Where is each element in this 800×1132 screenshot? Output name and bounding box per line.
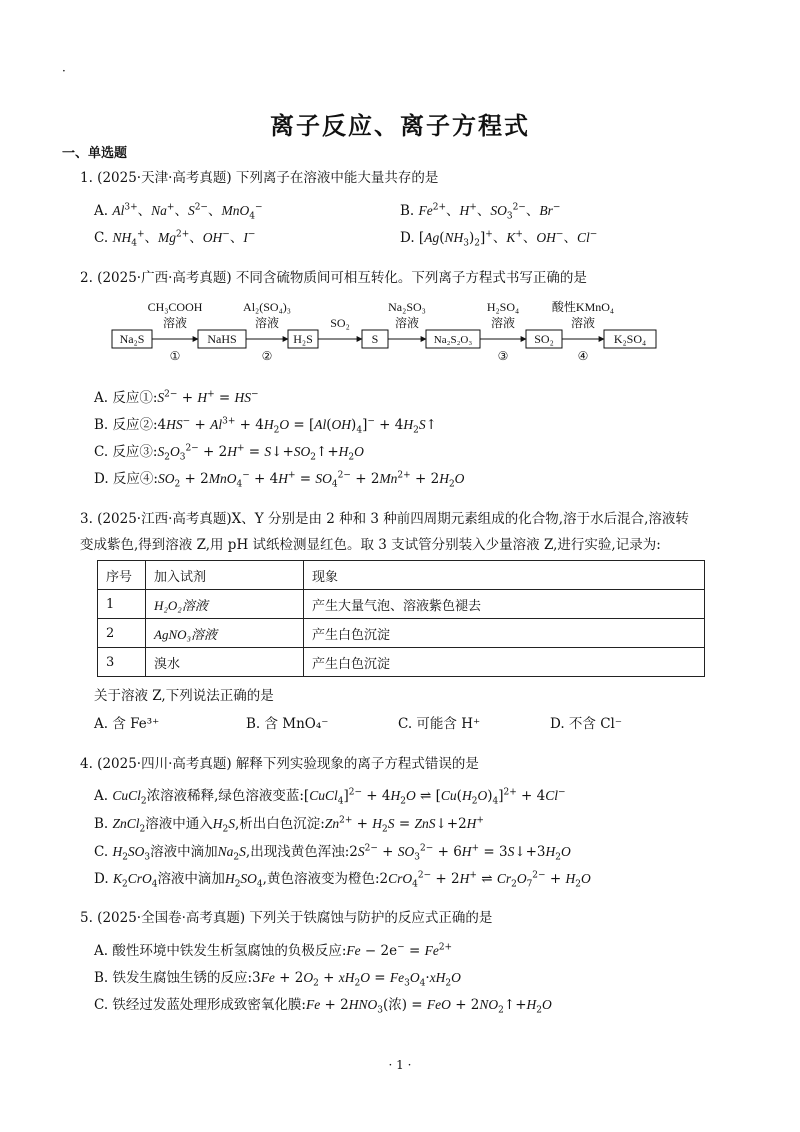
sulfur-conversion-diagram <box>110 296 670 366</box>
question-1-option-b: B. $Fe^{2+}$、H+、$SO_3^{2-}$、Br− <box>400 202 561 222</box>
flow-arrow-5-top: H₂SO₄ <box>486 300 520 314</box>
flow-arrow-5-mid: 溶液 <box>490 316 516 330</box>
question-3-option-b: B. 含 MnO₄⁻ <box>246 716 329 732</box>
flow-arrow-1-top: CH₃COOH <box>147 300 203 314</box>
flow-arrow-4-mid: 溶液 <box>394 316 420 330</box>
question-3-stem-line-3: 关于溶液 Z,下列说法正确的是 <box>94 688 274 704</box>
page-title: 离子反应、离子方程式 <box>270 111 530 140</box>
question-3-stem-line-2: 变成紫色,得到溶液 Z,用 pH 试纸检测显红色。取 3 支试管分别装入少量溶液 Z,进行实验,记录为: <box>80 537 661 553</box>
flow-arrow-2-top: Al₂(SO₄)₃ <box>243 300 291 314</box>
table-row <box>98 619 705 648</box>
flow-box-k2so4: K₂SO₄ <box>613 332 647 346</box>
question-5-option-c: C. 铁经过发蓝处理形成致密氧化膜:Fe + $2HNO_3$(浓) = FeO + $2NO_2↑+H_2O$ <box>94 997 552 1016</box>
question-5-stem: 5. (2025·全国卷·高考真题) 下列关于铁腐蚀与防护的反应式正确的是 <box>80 910 493 926</box>
flow-arrow-4-top: Na₂SO₃ <box>388 300 426 314</box>
question-1-stem: 1. (2025·天津·高考真题) 下列离子在溶液中能大量共存的是 <box>80 170 439 186</box>
question-4-stem: 4. (2025·四川·高考真题) 解释下列实验现象的离子方程式错误的是 <box>80 756 479 772</box>
flow-arrow-1-mid: 溶液 <box>162 316 188 330</box>
table-header-row <box>98 561 705 590</box>
question-2-option-c: C. 反应$③:S_2O_3^{2-} + 2H^+$ = $S↓+SO_2↑+H_2O$ <box>94 443 364 463</box>
table-cell: 产生大量气泡、溶液紫色褪去 <box>304 590 705 619</box>
flow-box-na2s2o3: Na₂S₂O₃ <box>433 334 473 346</box>
experiment-table <box>97 560 705 677</box>
flow-arrow-2-mid: 溶液 <box>254 316 280 330</box>
table-cell: 产生白色沉淀 <box>304 619 705 648</box>
question-1-option-a: A. $Al^{3+}$、Na+、$S^{2-}$、MnO$_4$− <box>94 202 263 222</box>
table-row <box>98 590 705 619</box>
flow-box-na2s: Na₂S <box>119 332 145 346</box>
question-1-option-c: C. $NH_4^+$、$Mg^{2+}$、OH−、I− <box>94 229 256 249</box>
question-4-option-a: A. CuCl$_2$浓溶液稀释,绿色溶液变蓝:[CuCl$_4$]$^{2-}$ + $4H_2O$ ⇌ $[Cu(H_2O)_4]^{2+} + 4Cl^-$ <box>94 787 566 807</box>
table-cell: 溴水 <box>146 648 304 677</box>
flow-arrow-2-num: ② <box>261 349 273 363</box>
table-cell: AgNO₃溶液 <box>146 619 304 648</box>
corner-dot: · <box>62 64 66 78</box>
table-cell: 1 <box>98 590 146 619</box>
flow-arrow-1-num: ① <box>169 349 181 363</box>
flow-box-s: S <box>371 332 379 346</box>
flow-arrow-6-mid: 溶液 <box>570 316 596 330</box>
question-2-option-a: A. 反应$①:S^{2-} + H^+ = HS^-$ <box>94 389 259 406</box>
flow-box-so2: SO₂ <box>534 332 554 346</box>
question-3-option-d: D. 不含 Cl⁻ <box>550 716 622 732</box>
question-1-option-d: D. $[Ag(NH_3)_2]^+$、K+、OH−、Cl− <box>400 229 598 249</box>
flow-box-h2s: H₂S <box>293 332 313 346</box>
table-cell: 3 <box>98 648 146 677</box>
question-2-stem: 2. (2025·广西·高考真题) 不同含硫物质间可相互转化。下列离子方程式书写正确的是 <box>80 270 587 286</box>
question-4-option-c: C. $H_2SO_3$溶液中滴加$Na_2S$,出现浅黄色浑浊$:2S^{2-} + SO_3^{2-} + 6H^+$ = $3S↓+3H_2O$ <box>94 843 571 863</box>
flow-arrow-3-mid: SO₂ <box>330 316 350 330</box>
table-header-cell: 加入试剂 <box>146 561 304 590</box>
question-3-stem-line-1: 3. (2025·江西·高考真题)X、Y 分别是由 2 种和 3 种前四周期元素组成的化合物,溶于水后混合,溶液转 <box>80 511 689 527</box>
table-cell: 2 <box>98 619 146 648</box>
table-header-cell: 现象 <box>304 561 705 590</box>
table-header-cell: 序号 <box>98 561 146 590</box>
flow-arrow-6-num: ④ <box>577 349 589 363</box>
question-3-option-a: A. 含 Fe³⁺ <box>94 716 160 732</box>
table-cell: 产生白色沉淀 <box>304 648 705 677</box>
section-heading: 一、单选题 <box>62 146 128 161</box>
question-3-option-c: C. 可能含 H⁺ <box>398 716 481 732</box>
question-4-option-b: B. ZnCl$_2$溶液中通入$H_2S$,析出白色沉淀$:Zn^{2+} + H_2S$ = ZnS↓+2H+ <box>94 815 484 835</box>
flow-arrow-5-num: ③ <box>497 349 509 363</box>
page-number: · 1 · <box>388 1058 412 1072</box>
table-row <box>98 648 705 677</box>
table-cell: H₂O₂溶液 <box>146 590 304 619</box>
question-5-option-b: B. 铁发生腐蚀生锈的反应:3Fe + $2O_2 + xH_2O = Fe_3O_4\cdot xH_2O$ <box>94 970 461 989</box>
question-4-option-d: D. $K_2CrO_4$溶液中滴加$H_2SO_4$,黄色溶液变为橙色:2CrO$_4^{2-}$ + 2H+ ⇌ $Cr_2O_7^{2-} + H_2O$ <box>94 870 591 890</box>
question-5-option-a: A. 酸性环境中铁发生析氢腐蚀的负极反应:Fe − $2e^- = Fe^{2+}$ <box>94 942 453 959</box>
flow-box-nahs: NaHS <box>207 332 237 346</box>
question-2-option-d: D. 反应$④:SO_2 + 2MnO_4^- + 4H^+ = SO_4^{2-} + 2Mn^{2+} + 2H_2O$ <box>94 470 465 490</box>
flow-arrow-6-top: 酸性KMnO₄ <box>551 300 615 314</box>
question-2-option-b: B. 反应②:4HS− + $Al^{3+} + 4H_2O = [Al(OH)_4]^-$ + $4H_2S↑$ <box>94 416 437 436</box>
